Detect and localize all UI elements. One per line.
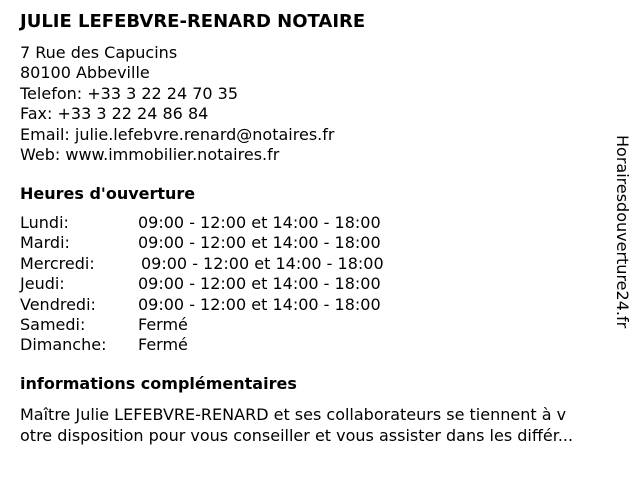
time-value: 09:00 - 12:00 et 14:00 - 18:00 bbox=[138, 294, 381, 314]
notary-title: JULIE LEFEBVRE-RENARD NOTAIRE bbox=[20, 11, 366, 32]
day-label: Lundi: bbox=[20, 213, 69, 232]
day-label: Vendredi: bbox=[20, 294, 96, 314]
address-street: 7 Rue des Capucins bbox=[20, 43, 178, 62]
day-label: Dimanche: bbox=[20, 335, 107, 355]
additional-info-text bbox=[20, 404, 622, 446]
time-value: 09:00 - 12:00 et 14:00 - 18:00 bbox=[138, 274, 381, 294]
site-watermark: Horairesdouverture24.fr bbox=[613, 135, 632, 329]
info-line-1: Maître Julie LEFEBVRE-RENARD et ses collaborateurs se tiennent à v bbox=[20, 405, 567, 424]
day-label: Samedi: bbox=[20, 314, 86, 334]
opening-hours-heading: Heures d'ouverture bbox=[20, 184, 196, 203]
email-address[interactable]: Email: julie.lefebvre.renard@notaires.fr bbox=[20, 124, 335, 144]
day-label: Jeudi: bbox=[20, 274, 65, 294]
fax-number: Fax: +33 3 22 24 86 84 bbox=[20, 104, 209, 124]
day-label: Mardi: bbox=[20, 233, 70, 253]
day-label: Mercredi: bbox=[20, 253, 95, 273]
time-value: Fermé bbox=[138, 335, 188, 355]
time-value: 09:00 - 12:00 et 14:00 - 18:00 bbox=[141, 253, 384, 273]
website-link[interactable]: Web: www.immobilier.notaires.fr bbox=[20, 144, 280, 164]
time-value: Fermé bbox=[138, 314, 188, 334]
address-city: 80100 Abbeville bbox=[20, 63, 150, 83]
time-value: 09:00 - 12:00 et 14:00 - 18:00 bbox=[138, 213, 381, 232]
phone-number[interactable]: Telefon: +33 3 22 24 70 35 bbox=[20, 83, 239, 103]
additional-info-heading: informations complémentaires bbox=[20, 374, 297, 393]
time-value: 09:00 - 12:00 et 14:00 - 18:00 bbox=[138, 233, 381, 253]
contact-details bbox=[20, 43, 334, 165]
info-line-2: otre disposition pour vous conseiller et vous assister dans les différ... bbox=[20, 426, 574, 445]
